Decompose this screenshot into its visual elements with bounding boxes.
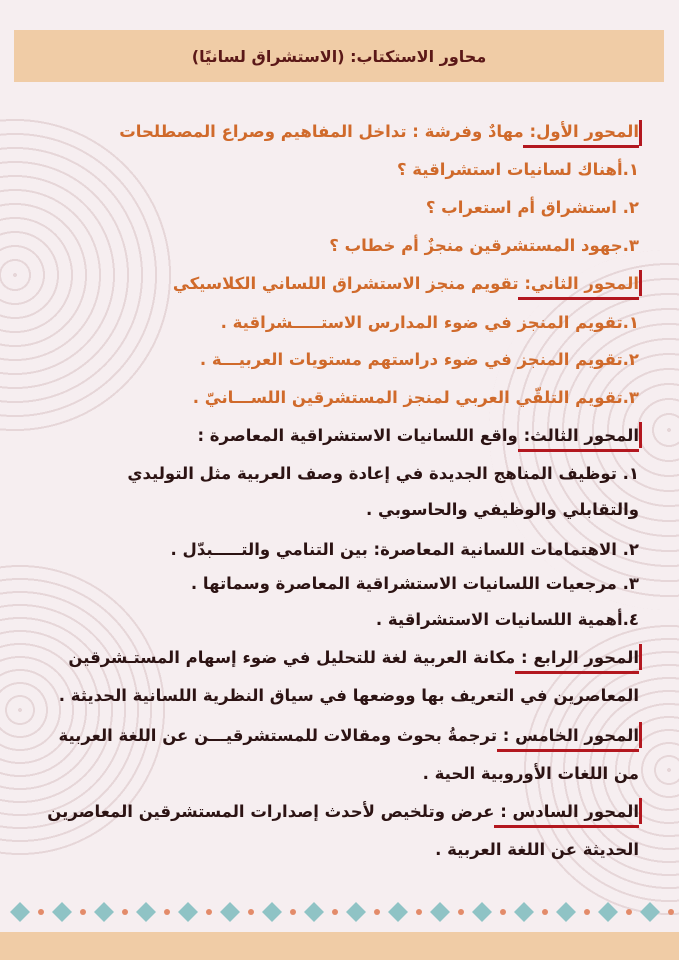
axis-marker [639, 422, 642, 448]
border-dot-icon [584, 909, 590, 915]
border-diamond-icon [136, 902, 156, 922]
axis-label: المحور السادس : [500, 802, 639, 821]
border-dot-icon [332, 909, 338, 915]
axis-heading-3 [24, 426, 639, 445]
border-diamond-icon [220, 902, 240, 922]
border-dot-icon [122, 909, 128, 915]
border-dot-icon [164, 909, 170, 915]
axis-heading-4 [24, 648, 639, 667]
border-dot-icon [374, 909, 380, 915]
axis-label: المحور الثالث: [523, 426, 639, 445]
decorative-border [0, 894, 679, 930]
axis-title: تقويم منجز الاستشراق اللساني الكلاسيكي [172, 274, 519, 293]
axis-heading-6 [24, 802, 639, 821]
border-dot-icon [38, 909, 44, 915]
list-item: ٣.جهود المستشرقين منجزٌ أم خطاب ؟ [329, 236, 639, 255]
list-item: ٢.تقويم المنجز في ضوء دراستهم مستويات العربيـــة . [199, 350, 639, 369]
list-item: ٣.تقويم التلقّي العربي لمنجز المستشرقين اللســـانيّ . [192, 388, 639, 407]
list-item: ١. توظيف المناهج الجديدة في إعادة وصف العربية مثل التوليدي [127, 464, 639, 483]
axis-heading-2 [24, 274, 639, 293]
border-diamond-icon [388, 902, 408, 922]
axis-title: مكانة العربية لغة للتحليل في ضوء إسهام المستـشرقين [68, 648, 516, 667]
border-diamond-icon [430, 902, 450, 922]
border-diamond-icon [304, 902, 324, 922]
border-dot-icon [290, 909, 296, 915]
border-dot-icon [206, 909, 212, 915]
axis-marker [639, 644, 642, 670]
border-dot-icon [458, 909, 464, 915]
continuation-line: المعاصرين في التعريف بها ووضعها في سياق النظرية اللسانية الحديثة . [58, 686, 639, 705]
axis-title: عرض وتلخيص لأحدث إصدارات المستشرقين المعاصرين [47, 802, 495, 821]
bottom-strip [0, 932, 679, 960]
list-item: ٣. مرجعيات اللسانيات الاستشراقية المعاصرة وسماتها . [190, 574, 639, 593]
border-pattern-icon [0, 894, 679, 930]
border-diamond-icon [556, 902, 576, 922]
axis-label: المحور الرابع : [521, 648, 639, 667]
list-item: والتقابلي والوظيفي والحاسوبي . [366, 500, 639, 519]
list-item: ٢. الاهتمامات اللسانية المعاصرة: بين التنامي والتـــــبدّل . [170, 540, 639, 559]
continuation-line: الحديثة عن اللغة العربية . [435, 840, 639, 859]
border-diamond-icon [640, 902, 660, 922]
axis-marker [639, 120, 642, 146]
border-diamond-icon [178, 902, 198, 922]
axis-label: المحور الأول: [529, 122, 639, 141]
axis-label: المحور الثاني: [524, 274, 639, 293]
border-dot-icon [542, 909, 548, 915]
axis-title: مهادٌ وفرشة : تداخل المفاهيم وصراع المصطلحات [119, 122, 524, 141]
axis-heading-5 [24, 726, 639, 745]
list-item: ١.أهناك لسانيات استشراقية ؟ [396, 160, 639, 179]
border-diamond-icon [262, 902, 282, 922]
page-title: محاور الاستكتاب: (الاستشراق لسانيًا) [191, 46, 487, 66]
border-dot-icon [668, 909, 674, 915]
axis-marker [639, 722, 642, 748]
list-item: ١.تقويم المنجز في ضوء المدارس الاستـــــشراقية . [220, 313, 639, 332]
axis-title: واقع اللسانيات الاستشراقية المعاصرة : [197, 426, 518, 445]
axis-title: ترجمةُ بحوث ومقالات للمستشرقيـــن عن اللغة العربية [58, 726, 498, 745]
border-dot-icon [500, 909, 506, 915]
axis-label: المحور الخامس : [502, 726, 639, 745]
border-dot-icon [416, 909, 422, 915]
border-diamond-icon [52, 902, 72, 922]
continuation-line: من اللغات الأوروبية الحية . [422, 764, 639, 783]
border-diamond-icon [472, 902, 492, 922]
border-dot-icon [248, 909, 254, 915]
border-diamond-icon [10, 902, 30, 922]
list-item: ٢. استشراق أم استعراب ؟ [425, 198, 639, 217]
border-dot-icon [626, 909, 632, 915]
axis-marker [639, 798, 642, 824]
axis-heading-1 [24, 122, 639, 141]
list-item: ٤.أهمية اللسانيات الاستشراقية . [375, 610, 639, 629]
border-dot-icon [80, 909, 86, 915]
border-diamond-icon [94, 902, 114, 922]
axis-marker [639, 270, 642, 296]
border-diamond-icon [598, 902, 618, 922]
border-diamond-icon [514, 902, 534, 922]
border-diamond-icon [346, 902, 366, 922]
